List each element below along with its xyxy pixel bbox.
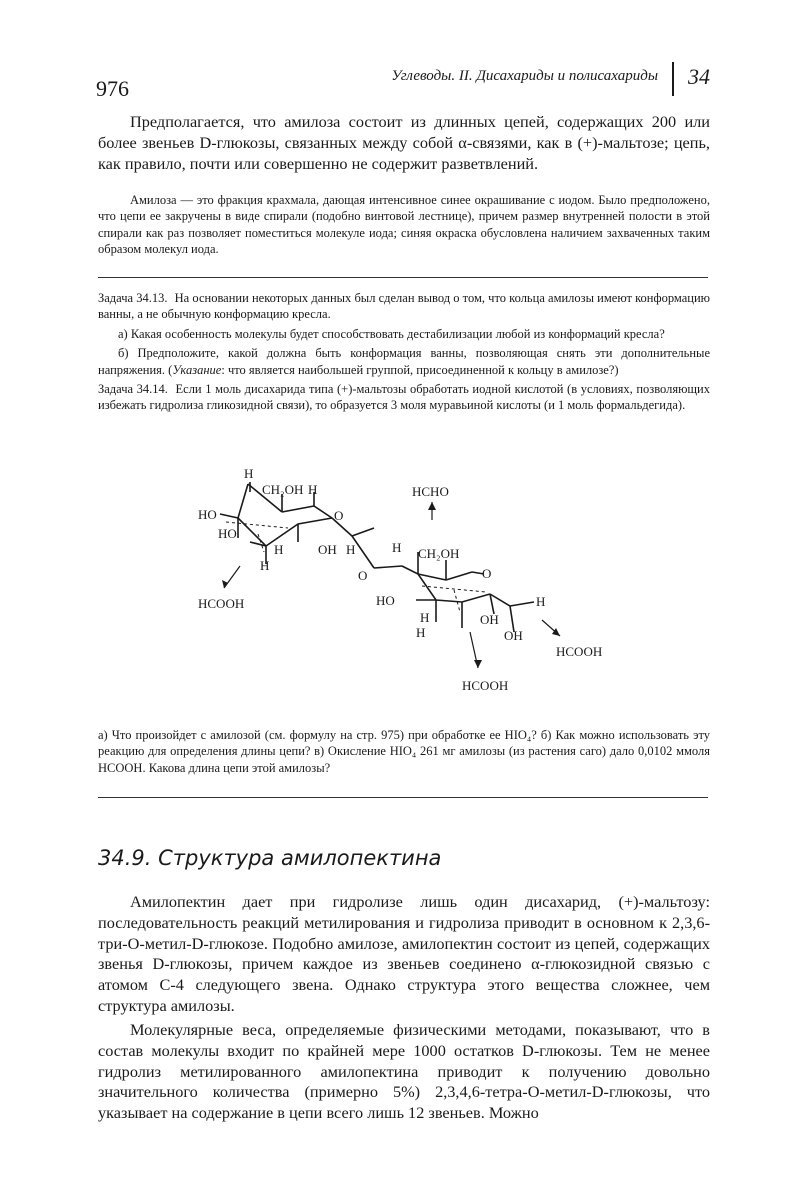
maltose-periodate-diagram bbox=[190, 462, 620, 702]
task-34-14 bbox=[98, 381, 710, 414]
group-ho-1: HO bbox=[198, 507, 217, 522]
questions-text: а) Что произойдет с амилозой (см. формулу на стр. 975) при обработке ее HIO₄? б) Как можно использовать эту реакцию для определения длины цепи? в) Окисление HIO₄ 261 мг амилозы (из растения саго) дало 0,0102 ммоля HCOOH. Какова длина цепи этой амилозы? bbox=[98, 728, 710, 775]
product-hcooh-1: HCOOH bbox=[198, 596, 245, 611]
page-number: 976 bbox=[96, 76, 129, 101]
group-ho-2: HO bbox=[218, 526, 237, 541]
task-label: Задача 34.13. bbox=[98, 291, 168, 305]
group-ch2oh-2: CH₂OH bbox=[418, 546, 460, 561]
atom-h-6: H bbox=[420, 610, 430, 625]
task-label: Задача 34.14. bbox=[98, 382, 168, 397]
task-34-13-b bbox=[98, 345, 710, 378]
task-block bbox=[98, 290, 710, 417]
task-b-pre: б) Предположите, какой должна быть конформация ванны, позволяющая снять эти дополнительные напряжения. ( bbox=[98, 346, 710, 377]
atom-h-2: H bbox=[274, 542, 284, 557]
atom-h-8: H bbox=[536, 594, 546, 609]
glycosidic-oxygen: O bbox=[358, 568, 368, 583]
header-divider bbox=[672, 62, 674, 96]
diagram-questions bbox=[98, 727, 710, 776]
note-text: Амилоза — это фракция крахмала, дающая интенсивное синее окрашивание с иодом. Было предположено, что цепи ее закручены в виде спирали (подобно винтовой лестнице), причем размер внутренней полости в этой спирали как раз позволяет поместиться молекуле иода; синяя окраска обусловлена наличием захваченных таким образом молекул иода. bbox=[98, 193, 710, 257]
paragraph-amylopectin bbox=[98, 892, 710, 1017]
atom-h-4: H bbox=[346, 542, 356, 557]
atom-h-3: H bbox=[260, 558, 270, 573]
page-header bbox=[94, 62, 714, 102]
group-oh-1: OH bbox=[318, 542, 337, 557]
ring-oxygen-2: O bbox=[482, 566, 492, 581]
task-b-hint: Указание bbox=[172, 362, 222, 377]
paragraph-text: Предполагается, что амилоза состоит из длинных цепей, содержащих 200 или более звеньев D-глюкозы, связанных между собой α-связями, как в (+)-мальтозе; цепь, как правило, почти или совершенно не содержит разветвлений. bbox=[98, 112, 710, 173]
task-34-13 bbox=[98, 290, 710, 323]
ring-oxygen-1: O bbox=[334, 508, 344, 523]
atom-h-5: H bbox=[392, 540, 402, 555]
task-text: Если 1 моль дисахарида типа (+)-мальтозы обработать иодной кислотой (в условиях, позволяющих избежать гидролиза гликозидной связи), то образуется 3 моля муравьиной кислоты (и 1 моль формальдегида). bbox=[98, 382, 710, 413]
task-text: На основании некоторых данных был сделан вывод о том, что кольца амилозы имеют конформацию ванны, а не обычную конформацию кресла. bbox=[98, 291, 711, 322]
product-hcho: HCHO bbox=[412, 484, 449, 499]
atom-h-1: H bbox=[308, 482, 318, 497]
atom-h-7: H bbox=[416, 625, 426, 640]
paragraph-text: Амилопектин дает при гидролизе лишь один дисахарид, (+)-мальтозу: последовательность реакций метилирования и гидролиза приводит в основном к 2,3,6-три-О-метил-D-глюкозе. Подобно амилозе, амилопектин состоит из цепей, содержащих звенья D-глюкозы, причем каждое из звеньев соединено α-глюкозидной связью с атомом С-4 следующего звена. Однако структура этого вещества сложнее, чем структура амилозы. bbox=[98, 892, 710, 1015]
task-34-13-a: а) Какая особенность молекулы будет способствовать дестабилизации любой из конформаций кресла? bbox=[118, 326, 665, 341]
paragraph-text: Молекулярные веса, определяемые физическими методами, показывают, что в состав молекулы входит по крайней мере 1000 остатков D-глюкозы. Тем не менее гидролиз метилированного амилопектина приводит к получению довольно значительного количества (примерно 5%) 2,3,4,6-тетра-О-метил-D-глюкозы, что указывает на содержание в цепи всего лишь 12 звеньев. Можно bbox=[98, 1020, 710, 1123]
atom-h-top: H bbox=[244, 466, 254, 481]
product-hcooh-3: HCOOH bbox=[462, 678, 509, 693]
task-b-post: : что является наибольшей группой, присоединенной к кольцу в амилозе?) bbox=[221, 362, 619, 377]
group-oh-3: OH bbox=[504, 628, 523, 643]
note-iodine bbox=[98, 192, 710, 258]
product-hcooh-2: HCOOH bbox=[556, 644, 603, 659]
running-title: Углеводы. II. Дисахариды и полисахариды bbox=[391, 68, 658, 84]
group-ch2oh-1: CH₂OH bbox=[262, 482, 304, 497]
group-oh-2: OH bbox=[480, 612, 499, 627]
top-rule bbox=[98, 277, 708, 278]
paragraph-amylose bbox=[98, 112, 710, 174]
group-ho-3: HO bbox=[376, 593, 395, 608]
section-title: 34.9. Структура амилопектина bbox=[98, 846, 442, 870]
chapter-number: 34 bbox=[688, 64, 710, 89]
paragraph-molecular-weight bbox=[98, 1020, 710, 1124]
bottom-rule bbox=[98, 797, 708, 798]
